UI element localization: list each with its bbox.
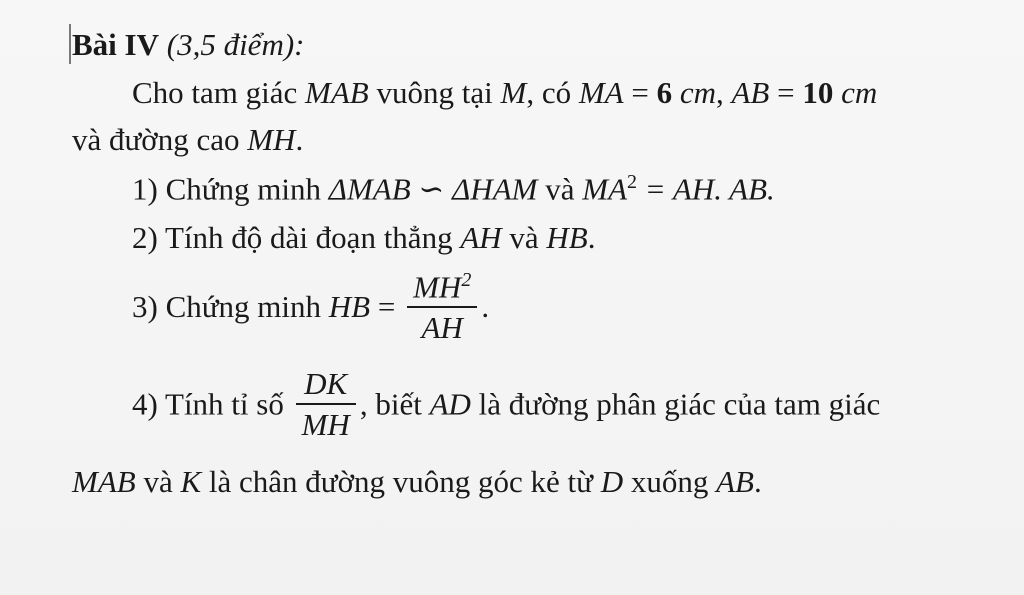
question-4 — [132, 368, 880, 440]
question-3 — [132, 269, 490, 346]
conjunction: và — [537, 171, 583, 207]
intro-text: và đường cao — [72, 122, 248, 157]
fraction-denominator: MH — [301, 407, 350, 442]
conjunction: và — [135, 464, 181, 499]
exercise-points: (3,5 điểm): — [166, 27, 305, 62]
exponent: 2 — [461, 269, 472, 291]
comma: , — [716, 75, 732, 110]
side-ab-value: 10 — [802, 75, 834, 110]
right-angle-vertex: M — [500, 75, 527, 110]
question-3-prefix: 3) Chứng minh — [132, 289, 329, 325]
intro-text: vuông tại — [368, 75, 501, 110]
point-d: D — [600, 464, 624, 499]
segment-ah: AH — [460, 220, 502, 255]
unit-cm: cm — [672, 75, 716, 110]
period: . — [587, 220, 596, 255]
exercise-heading — [72, 29, 304, 60]
fraction-denominator: AH — [421, 310, 463, 346]
question-4-line-2 — [72, 466, 762, 497]
fraction-numerator — [407, 270, 477, 308]
segment-hb: HB — [546, 220, 588, 255]
question-4-text: xuống — [623, 464, 717, 499]
numerator-text: MH — [413, 269, 462, 305]
question-4-text: là đường phân giác của tam giác — [470, 386, 881, 422]
fraction-dk-over-mh — [296, 368, 356, 440]
side-ma-name: MA — [578, 75, 624, 110]
ma-term: MA — [582, 171, 628, 207]
triangle-ham: ΔHAM — [452, 171, 538, 207]
question-2 — [132, 222, 596, 253]
question-1 — [132, 171, 775, 207]
bisector-ad: AD — [429, 386, 471, 422]
exponent: 2 — [627, 171, 638, 193]
fraction-mh2-over-ah — [407, 269, 477, 346]
exercise-label: Bài IV — [72, 27, 159, 62]
equals-sign: = — [623, 75, 657, 110]
triangle-name: MAB — [72, 464, 136, 499]
question-1-prefix: 1) Chứng minh — [132, 171, 329, 207]
rhs-expression: = AH. AB. — [637, 171, 775, 207]
triangle-mab: ΔMAB — [328, 171, 411, 207]
period: . — [753, 464, 762, 499]
period: . — [481, 289, 490, 325]
problem-intro-line-1 — [132, 77, 877, 108]
page-edge-line — [69, 24, 71, 64]
side-ab-name: AB — [731, 75, 770, 110]
question-4-text: , biết — [359, 386, 430, 422]
fraction-numerator: DK — [296, 368, 356, 405]
question-2-prefix: 2) Tính độ dài đoạn thẳng — [132, 220, 461, 255]
conjunction: và — [501, 220, 547, 255]
question-4-text: là chân đường vuông góc kẻ từ — [201, 464, 601, 499]
equals-sign: = — [370, 289, 404, 325]
similar-symbol: ∽ — [410, 171, 453, 207]
altitude-name: MH — [247, 122, 296, 157]
intro-text: , có — [526, 75, 579, 110]
side-ma-value: 6 — [656, 75, 673, 110]
side-ab: AB — [716, 464, 754, 499]
period: . — [295, 122, 304, 157]
intro-text: Cho tam giác — [132, 75, 306, 110]
equals-sign: = — [769, 75, 803, 110]
unit-cm: cm — [833, 75, 878, 110]
question-4-prefix: 4) Tính tỉ số — [132, 386, 292, 422]
hb-term: HB — [328, 289, 371, 325]
problem-intro-line-2 — [72, 124, 303, 155]
point-k: K — [180, 464, 202, 499]
triangle-name: MAB — [305, 75, 369, 110]
